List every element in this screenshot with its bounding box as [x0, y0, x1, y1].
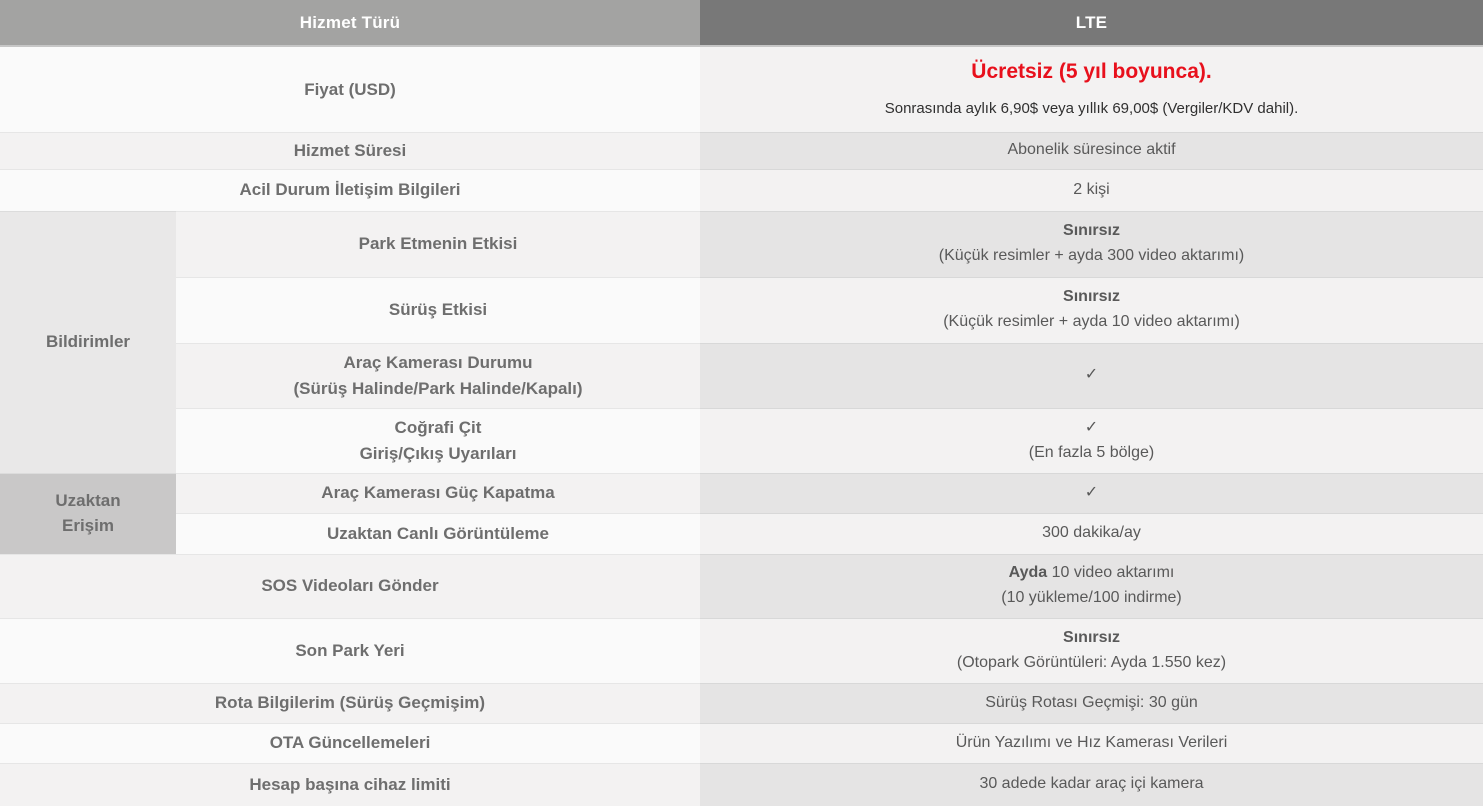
header-plan-lte: LTE	[700, 0, 1483, 46]
check-icon: ✓	[1084, 418, 1099, 436]
row-label-sos-videos: SOS Videoları Gönder	[0, 554, 700, 618]
value-main: Sınırsız	[1063, 628, 1120, 646]
row-label-emergency-contacts: Acil Durum İletişim Bilgileri	[0, 169, 700, 211]
table-row	[0, 723, 1483, 763]
row-value-last-parking-spot	[700, 618, 1483, 683]
row-label-parking-impact: Park Etmenin Etkisi	[176, 211, 700, 277]
row-label-route-info: Rota Bilgilerim (Sürüş Geçmişim)	[0, 683, 700, 723]
row-value-driving-impact	[700, 277, 1483, 343]
table-row	[0, 46, 1483, 132]
table-row	[0, 408, 1483, 473]
group-cell-notifications: Bildirimler	[0, 211, 176, 473]
row-value-ota-updates: Ürün Yazılımı ve Hız Kamerası Verileri	[700, 723, 1483, 763]
value-main: Sınırsız	[1063, 288, 1120, 306]
row-label-ota-updates: OTA Güncellemeleri	[0, 723, 700, 763]
row-label-camera-power-off: Araç Kamerası Güç Kapatma	[176, 473, 700, 513]
table-row	[0, 211, 1483, 277]
price-label: Fiyat (USD)	[0, 46, 700, 132]
row-value-geofence	[700, 408, 1483, 473]
row-value-service-duration: Abonelik süresince aktif	[700, 132, 1483, 169]
table-row	[0, 763, 1483, 806]
value-sub: (Küçük resimler + ayda 300 video aktarımı)	[938, 247, 1245, 264]
row-value-device-limit: 30 adede kadar araç içi kamera	[700, 763, 1483, 806]
label-line-1: Coğrafi Çit	[394, 418, 482, 437]
row-label-driving-impact: Sürüş Etkisi	[176, 277, 700, 343]
price-highlight: Ücretsiz (5 yıl boyunca).	[971, 59, 1212, 83]
header-service-type: Hizmet Türü	[0, 0, 700, 46]
value-sub: (Otopark Görüntüleri: Ayda 1.550 kez)	[956, 653, 1227, 671]
row-label-last-parking-spot: Son Park Yeri	[0, 618, 700, 683]
price-value	[700, 46, 1483, 132]
value-main: Sınırsız	[1063, 222, 1120, 240]
check-icon: ✓	[1084, 483, 1099, 501]
table-row	[0, 554, 1483, 618]
table-row	[0, 132, 1483, 169]
table-row	[0, 473, 1483, 513]
value-sub: (En fazla 5 bölge)	[1028, 443, 1155, 461]
row-value-route-info: Sürüş Rotası Geçmişi: 30 gün	[700, 683, 1483, 723]
row-label-geofence	[176, 408, 700, 473]
group-label: Uzaktan Erişim	[55, 490, 121, 535]
value-sub: (Küçük resimler + ayda 10 video aktarımı)	[943, 313, 1240, 330]
check-icon: ✓	[1084, 366, 1099, 384]
group-cell-remote-access	[0, 473, 176, 554]
value-bold-part: Ayda	[1008, 564, 1048, 582]
label-line-1: Araç Kamerası Durumu	[343, 353, 533, 372]
table-header-row	[0, 0, 1483, 46]
value-sub: (10 yükleme/100 indirme)	[1001, 589, 1182, 606]
label-line-2: Giriş/Çıkış Uyarıları	[359, 443, 517, 463]
price-note: Sonrasında aylık 6,90$ veya yıllık 69,00$ (Vergiler/KDV dahil).	[884, 99, 1299, 117]
row-value-emergency-contacts: 2 kişi	[700, 169, 1483, 211]
row-label-device-limit: Hesap başına cihaz limiti	[0, 763, 700, 806]
table-row	[0, 169, 1483, 211]
row-label-remote-live-view: Uzaktan Canlı Görüntüleme	[176, 513, 700, 554]
value-main	[700, 561, 1483, 586]
row-value-camera-status	[700, 343, 1483, 408]
row-label-camera-status	[176, 343, 700, 408]
value-regular-part: 10 video aktarımı	[1047, 564, 1175, 582]
table-row	[0, 618, 1483, 683]
table-row	[0, 277, 1483, 343]
row-value-remote-live-view: 300 dakika/ay	[700, 513, 1483, 554]
row-value-sos-videos	[700, 554, 1483, 618]
row-value-camera-power-off	[700, 473, 1483, 513]
table-row	[0, 683, 1483, 723]
table-row	[0, 513, 1483, 554]
row-label-service-duration: Hizmet Süresi	[0, 132, 700, 169]
row-value-parking-impact	[700, 211, 1483, 277]
label-line-2: (Sürüş Halinde/Park Halinde/Kapalı)	[293, 378, 583, 398]
table-row	[0, 343, 1483, 408]
